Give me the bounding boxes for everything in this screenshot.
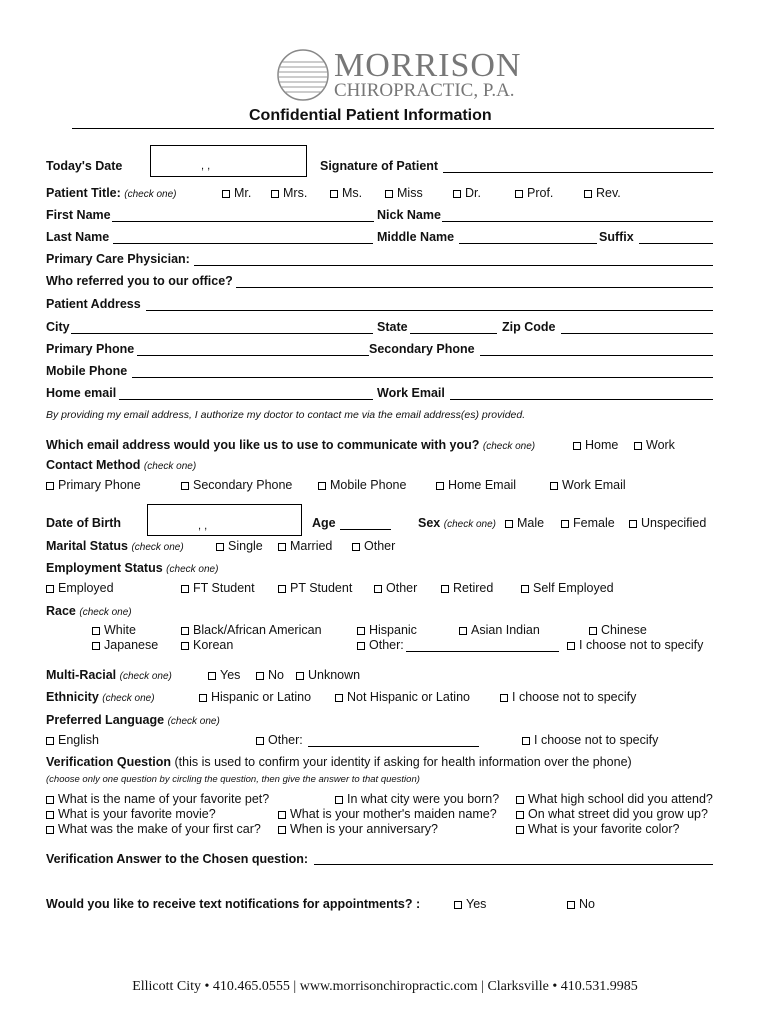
question-maiden-name[interactable]: What is your mother's maiden name? [278, 807, 497, 821]
race-chinese[interactable]: Chinese [589, 623, 647, 637]
checkbox-icon [46, 811, 54, 819]
checkbox-icon [216, 543, 224, 551]
title-mrs[interactable]: Mrs. [271, 186, 307, 200]
question-street[interactable]: On what street did you grow up? [516, 807, 708, 821]
mobile-phone-label: Mobile Phone [46, 364, 128, 378]
checkbox-icon [573, 442, 581, 450]
text-notifications-no[interactable]: No [567, 897, 595, 911]
ethnicity-label: Ethnicity (check one) [46, 690, 155, 704]
language-not-specify[interactable]: I choose not to specify [522, 733, 658, 747]
race-other-field[interactable] [406, 651, 559, 652]
language-other-field[interactable] [308, 746, 479, 747]
city-label: City [46, 320, 70, 334]
suffix-field[interactable] [639, 243, 713, 244]
first-name-field[interactable] [112, 221, 374, 222]
brand-subtitle: CHIROPRACTIC, P.A. [334, 80, 515, 101]
checkbox-icon [521, 585, 529, 593]
primary-phone-label: Primary Phone [46, 342, 135, 356]
checkbox-icon [561, 520, 569, 528]
first-name-label: First Name [46, 208, 111, 222]
page-title: Confidential Patient Information [249, 107, 492, 124]
checkbox-icon [357, 627, 365, 635]
checkbox-icon [256, 672, 264, 680]
checkbox-icon [584, 190, 592, 198]
checkbox-icon [441, 585, 449, 593]
state-label: State [377, 320, 408, 334]
checkbox-icon [199, 694, 207, 702]
contact-primary-phone[interactable]: Primary Phone [46, 478, 141, 492]
footer-contact: Ellicott City • 410.465.0555 | www.morrisonchiropractic.com | Clarksville • 410.531.9985 [132, 979, 638, 994]
question-anniversary[interactable]: When is your anniversary? [278, 822, 438, 836]
checkbox-icon [208, 672, 216, 680]
checkbox-icon [46, 482, 54, 490]
language-other[interactable]: Other: [256, 733, 303, 747]
secondary-phone-label: Secondary Phone [369, 342, 475, 356]
checkbox-icon [46, 826, 54, 834]
brand-name: MORRISON [334, 47, 522, 84]
checkbox-icon [330, 190, 338, 198]
email-option-home[interactable]: Home [573, 438, 618, 452]
checkbox-icon [454, 901, 462, 909]
race-korean[interactable]: Korean [181, 638, 233, 652]
title-miss[interactable]: Miss [385, 186, 423, 200]
sex-male[interactable]: Male [505, 516, 544, 530]
address-field[interactable] [146, 310, 713, 311]
zip-label: Zip Code [502, 320, 556, 334]
middle-name-label: Middle Name [377, 230, 455, 244]
age-field[interactable] [340, 529, 391, 530]
checkbox-icon [522, 737, 530, 745]
employment-pt-student[interactable]: PT Student [278, 581, 352, 595]
checkbox-icon [516, 826, 524, 834]
checkbox-icon [589, 627, 597, 635]
checkbox-icon [629, 520, 637, 528]
title-rev[interactable]: Rev. [584, 186, 621, 200]
checkbox-icon [505, 520, 513, 528]
dob-input[interactable]: , , [147, 504, 302, 536]
checkbox-icon [357, 642, 365, 650]
verification-instructions: (choose only one question by circling the question, then give the answer to that question) [46, 774, 420, 785]
question-movie[interactable]: What is your favorite movie? [46, 807, 216, 821]
logo-mark [276, 48, 330, 102]
contact-home-email[interactable]: Home Email [436, 478, 516, 492]
work-email-field[interactable] [450, 399, 713, 400]
checkbox-icon [181, 482, 189, 490]
last-name-label: Last Name [46, 230, 110, 244]
checkbox-icon [181, 627, 189, 635]
employment-employed[interactable]: Employed [46, 581, 114, 595]
last-name-field[interactable] [113, 243, 373, 244]
email-consent-text: By providing my email address, I authorize my doctor to contact me via the email address(es) provided. [46, 409, 526, 421]
race-black[interactable]: Black/African American [181, 623, 322, 637]
race-other[interactable]: Other: [357, 638, 404, 652]
sex-label: Sex (check one) [418, 516, 496, 530]
multiracial-label: Multi-Racial (check one) [46, 668, 172, 682]
checkbox-icon [335, 694, 343, 702]
race-asian-indian[interactable]: Asian Indian [459, 623, 540, 637]
marital-other[interactable]: Other [352, 539, 395, 553]
middle-name-field[interactable] [459, 243, 597, 244]
checkbox-icon [181, 585, 189, 593]
signature-label: Signature of Patient [320, 159, 439, 173]
contact-mobile-phone[interactable]: Mobile Phone [318, 478, 406, 492]
checkbox-icon [385, 190, 393, 198]
dob-label: Date of Birth [46, 516, 121, 530]
checkbox-icon [550, 482, 558, 490]
verification-answer-label: Verification Answer to the Chosen question: [46, 852, 309, 866]
verification-heading: Verification Question (this is used to confirm your identity if asking for health information over the phone) [46, 755, 632, 769]
checkbox-icon [46, 796, 54, 804]
multiracial-yes[interactable]: Yes [208, 668, 240, 682]
sex-unspecified[interactable]: Unspecified [629, 516, 706, 530]
employment-label: Employment Status (check one) [46, 561, 219, 575]
checkbox-icon [567, 901, 575, 909]
race-japanese[interactable]: Japanese [92, 638, 158, 652]
marital-single[interactable]: Single [216, 539, 263, 553]
address-label: Patient Address [46, 297, 141, 311]
checkbox-icon [634, 442, 642, 450]
checkbox-icon [453, 190, 461, 198]
contact-method-label: Contact Method (check one) [46, 458, 197, 472]
checkbox-icon [278, 585, 286, 593]
pcp-field[interactable] [194, 265, 713, 266]
checkbox-icon [459, 627, 467, 635]
question-high-school[interactable]: What high school did you attend? [516, 792, 713, 806]
checkbox-icon [46, 737, 54, 745]
checkbox-icon [352, 543, 360, 551]
text-notifications-yes[interactable]: Yes [454, 897, 486, 911]
title-rule [72, 128, 714, 129]
checkbox-icon [92, 642, 100, 650]
checkbox-icon [278, 826, 286, 834]
race-not-specify[interactable]: I choose not to specify [567, 638, 703, 652]
city-field[interactable] [71, 333, 373, 334]
checkbox-icon [374, 585, 382, 593]
ethnicity-hispanic[interactable]: Hispanic or Latino [199, 690, 311, 704]
checkbox-icon [436, 482, 444, 490]
checkbox-icon [318, 482, 326, 490]
checkbox-icon [516, 811, 524, 819]
nick-name-label: Nick Name [377, 208, 441, 222]
employment-retired[interactable]: Retired [441, 581, 493, 595]
title-ms[interactable]: Ms. [330, 186, 362, 200]
todays-date-input[interactable]: , , [150, 145, 307, 177]
state-field[interactable] [410, 333, 497, 334]
checkbox-icon [256, 737, 264, 745]
text-notifications-label: Would you like to receive text notifications for appointments? : [46, 897, 421, 911]
contact-secondary-phone[interactable]: Secondary Phone [181, 478, 292, 492]
checkbox-icon [46, 585, 54, 593]
checkbox-icon [335, 796, 343, 804]
checkbox-icon [222, 190, 230, 198]
multiracial-no[interactable]: No [256, 668, 284, 682]
checkbox-icon [567, 642, 575, 650]
checkbox-icon [92, 627, 100, 635]
age-label: Age [312, 516, 336, 530]
email-option-work[interactable]: Work [634, 438, 675, 452]
work-email-label: Work Email [377, 386, 445, 400]
language-english[interactable]: English [46, 733, 99, 747]
marital-label: Marital Status (check one) [46, 539, 184, 553]
title-prof[interactable]: Prof. [515, 186, 553, 200]
contact-work-email[interactable]: Work Email [550, 478, 626, 492]
employment-self-employed[interactable]: Self Employed [521, 581, 614, 595]
patient-title-label: Patient Title: (check one) [46, 186, 177, 200]
ethnicity-not-specify[interactable]: I choose not to specify [500, 690, 636, 704]
race-label: Race (check one) [46, 604, 132, 618]
ethnicity-not-hispanic[interactable]: Not Hispanic or Latino [335, 690, 470, 704]
nick-name-field[interactable] [442, 221, 713, 222]
question-color[interactable]: What is your favorite color? [516, 822, 679, 836]
question-car[interactable]: What was the make of your first car? [46, 822, 261, 836]
title-dr[interactable]: Dr. [453, 186, 481, 200]
mobile-phone-field[interactable] [132, 377, 713, 378]
checkbox-icon [515, 190, 523, 198]
verification-answer-field[interactable] [314, 864, 713, 865]
race-hispanic[interactable]: Hispanic [357, 623, 417, 637]
checkbox-icon [271, 190, 279, 198]
todays-date-label: Today's Date [46, 159, 123, 173]
which-email-label: Which email address would you like us to use to communicate with you? (check one) [46, 438, 536, 452]
race-white[interactable]: White [92, 623, 136, 637]
referred-field[interactable] [236, 287, 713, 288]
language-label: Preferred Language (check one) [46, 713, 220, 727]
checkbox-icon [278, 811, 286, 819]
checkbox-icon [500, 694, 508, 702]
home-email-field[interactable] [119, 399, 373, 400]
title-mr[interactable]: Mr. [222, 186, 251, 200]
checkbox-icon [516, 796, 524, 804]
primary-phone-field[interactable] [137, 355, 369, 356]
signature-field[interactable] [443, 172, 713, 173]
home-email-label: Home email [46, 386, 117, 400]
checkbox-icon [181, 642, 189, 650]
referred-label: Who referred you to our office? [46, 274, 233, 288]
employment-other[interactable]: Other [374, 581, 417, 595]
checkbox-icon [278, 543, 286, 551]
marital-married[interactable]: Married [278, 539, 332, 553]
employment-ft-student[interactable]: FT Student [181, 581, 255, 595]
question-city[interactable]: In what city were you born? [335, 792, 499, 806]
multiracial-unknown[interactable]: Unknown [296, 668, 360, 682]
secondary-phone-field[interactable] [480, 355, 713, 356]
sex-female[interactable]: Female [561, 516, 615, 530]
zip-field[interactable] [561, 333, 713, 334]
suffix-label: Suffix [599, 230, 634, 244]
checkbox-icon [296, 672, 304, 680]
question-pet[interactable]: What is the name of your favorite pet? [46, 792, 269, 806]
pcp-label: Primary Care Physician: [46, 252, 190, 266]
